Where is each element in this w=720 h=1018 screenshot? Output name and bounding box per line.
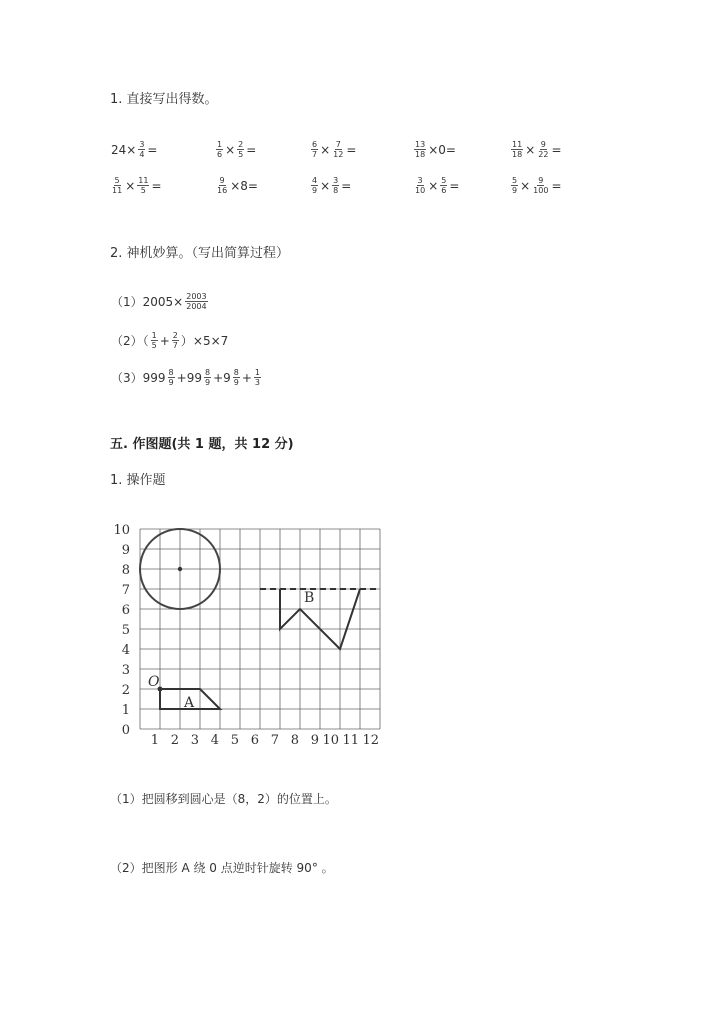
expression-text: +9 (213, 370, 231, 385)
y-tick-label: 1 (121, 703, 130, 718)
fraction-denominator: 18 (512, 150, 523, 159)
y-tick-label: 6 (121, 603, 130, 618)
fraction (233, 368, 240, 387)
fraction-numerator: 1 (254, 368, 261, 377)
x-tick-label: 9 (310, 733, 319, 748)
fraction-numerator: 9 (219, 176, 225, 185)
y-tick-label: 4 (121, 643, 130, 658)
y-tick-label: 2 (121, 683, 130, 698)
fraction-denominator: 6 (441, 186, 447, 195)
y-tick-label: 3 (121, 663, 130, 678)
fraction (204, 368, 211, 387)
fraction-denominator: 5 (151, 341, 157, 350)
fraction-denominator: 8 (333, 186, 339, 195)
shape-b-label: B (304, 590, 315, 606)
expression-text: + (159, 333, 170, 348)
y-axis-tick-labels (113, 523, 130, 738)
task-2: （2）把图形 A 绕 0 点逆时针旋转 90° 。 (110, 861, 334, 875)
fraction (216, 140, 223, 159)
fraction-numerator: 5 (114, 176, 120, 185)
fraction (511, 176, 518, 195)
mental-math-problem (110, 176, 163, 195)
fraction-numerator: 3 (417, 176, 423, 185)
fraction-numerator: 11 (512, 140, 523, 149)
expression-text: ×8= (230, 178, 258, 193)
x-tick-label: 4 (210, 733, 219, 748)
fraction-denominator: 5 (140, 186, 146, 195)
fraction (332, 140, 344, 159)
fraction-numerator: 1 (151, 331, 157, 340)
fraction (168, 368, 175, 387)
fraction-numerator: 2 (238, 140, 244, 149)
grid-lines (140, 529, 380, 729)
fraction-denominator: 100 (533, 186, 549, 195)
expression-text: = (151, 178, 162, 193)
fraction-denominator: 9 (233, 378, 239, 387)
expression-text: （1）2005× (111, 295, 184, 309)
x-tick-label: 1 (150, 733, 159, 748)
mental-math-problem (510, 140, 563, 159)
fraction (414, 140, 426, 159)
expression-text: + (241, 370, 252, 385)
expression-text: = (346, 142, 357, 157)
x-tick-label: 11 (342, 733, 359, 748)
fraction-denominator: 11 (112, 186, 123, 195)
fraction (172, 331, 179, 350)
fraction-denominator: 6 (217, 150, 223, 159)
fraction (440, 176, 447, 195)
fraction-denominator: 9 (512, 186, 518, 195)
x-tick-label: 12 (362, 733, 379, 748)
expression-text: （3）999 (111, 371, 166, 385)
x-tick-label: 6 (250, 733, 259, 748)
fraction (532, 176, 549, 195)
fraction-denominator: 9 (168, 378, 174, 387)
x-tick-label: 5 (230, 733, 239, 748)
fraction-numerator: 4 (312, 176, 318, 185)
fraction (137, 176, 149, 195)
mental-math-problem (413, 176, 460, 195)
y-tick-label: 5 (121, 623, 130, 638)
fraction (216, 176, 228, 195)
section5-subtitle: 1. 操作题 (110, 473, 166, 488)
origin-label: O (148, 674, 160, 690)
y-tick-label: 0 (121, 723, 130, 738)
x-tick-label: 2 (170, 733, 179, 748)
fraction-numerator: 13 (415, 140, 426, 149)
expression-text: = (449, 178, 460, 193)
expression-text: = (246, 142, 257, 157)
x-tick-label: 7 (270, 733, 279, 748)
mental-math-problem (215, 140, 257, 159)
section1-title: 1. 直接写出得数。 (110, 92, 218, 107)
fraction-denominator: 22 (538, 150, 549, 159)
fraction (311, 176, 318, 195)
y-tick-label: 8 (121, 563, 130, 578)
x-tick-label: 8 (290, 733, 299, 748)
expression-text: × (125, 178, 136, 193)
shape-a-label: A (184, 695, 195, 711)
fraction-numerator: 11 (138, 176, 149, 185)
fraction-numerator: 7 (335, 140, 341, 149)
x-axis-tick-labels (151, 733, 379, 748)
fraction-denominator: 4 (139, 150, 145, 159)
fraction-denominator: 12 (333, 150, 344, 159)
fraction-numerator: 2003 (186, 292, 207, 301)
expression-text: × (320, 142, 331, 157)
fraction-denominator: 9 (312, 186, 318, 195)
fraction-numerator: 3 (333, 176, 339, 185)
expression-text: ）×5×7 (180, 334, 229, 348)
fraction-numerator: 1 (217, 140, 223, 149)
y-tick-label: 7 (121, 583, 130, 598)
expression-text: （2）（ (111, 334, 149, 348)
fraction-denominator: 9 (204, 378, 211, 387)
expression-text: × (320, 178, 331, 193)
simplify-problem-2 (110, 331, 229, 350)
mental-math-problem (310, 176, 352, 195)
fraction (111, 176, 123, 195)
fraction-numerator: 8 (204, 368, 211, 377)
fraction-numerator: 6 (312, 140, 318, 149)
expression-text: +99 (176, 370, 202, 385)
fraction (311, 140, 318, 159)
fraction-numerator: 9 (540, 140, 546, 149)
expression-text: = (341, 178, 352, 193)
fraction (537, 140, 549, 159)
fraction-denominator: 2004 (186, 302, 207, 311)
fraction-numerator: 2 (172, 331, 178, 340)
fraction-numerator: 5 (441, 176, 447, 185)
fraction (185, 292, 207, 311)
x-tick-label: 3 (190, 733, 199, 748)
simplify-problem-3 (110, 368, 262, 387)
fraction-denominator: 7 (172, 341, 178, 350)
fraction (237, 140, 244, 159)
section2-title: 2. 神机妙算。（写出简算过程） (110, 246, 290, 261)
fraction-denominator: 10 (415, 186, 426, 195)
mental-math-problem (215, 176, 259, 195)
mental-math-problem (110, 140, 158, 159)
fraction-numerator: 3 (139, 140, 145, 149)
circle-center-dot (178, 567, 182, 571)
expression-text: = (147, 142, 158, 157)
fraction-denominator: 7 (312, 150, 318, 159)
simplify-problem-1 (110, 292, 209, 311)
fraction-numerator: 8 (168, 368, 174, 377)
fraction-denominator: 16 (217, 186, 228, 195)
fraction (511, 140, 523, 159)
expression-text: × (225, 142, 236, 157)
expression-text: ×0= (428, 142, 456, 157)
expression-text: × (525, 142, 536, 157)
fraction (138, 140, 145, 159)
fraction-denominator: 3 (254, 378, 261, 387)
y-tick-label: 10 (113, 523, 130, 538)
fraction-numerator: 8 (233, 368, 239, 377)
fraction-numerator: 9 (538, 176, 544, 185)
mental-math-problem (413, 140, 457, 159)
section5-heading: 五. 作图题(共 1 题，共 12 分) (110, 437, 294, 452)
fraction-numerator: 5 (512, 176, 518, 185)
fraction (254, 368, 261, 387)
fraction (151, 331, 158, 350)
coordinate-grid-figure (108, 517, 408, 757)
mental-math-problem (510, 176, 563, 195)
expression-text: × (428, 178, 439, 193)
expression-text: × (520, 178, 531, 193)
task-1: （1）把圆移到圆心是（8，2）的位置上。 (110, 792, 337, 806)
fraction-denominator: 5 (238, 150, 244, 159)
expression-text: = (551, 178, 562, 193)
mental-math-problem (310, 140, 357, 159)
x-tick-label: 10 (322, 733, 339, 748)
expression-text: 24× (111, 142, 137, 157)
fraction (414, 176, 426, 195)
expression-text: = (551, 142, 562, 157)
y-tick-label: 9 (121, 543, 130, 558)
fraction (332, 176, 339, 195)
fraction-denominator: 18 (415, 150, 426, 159)
